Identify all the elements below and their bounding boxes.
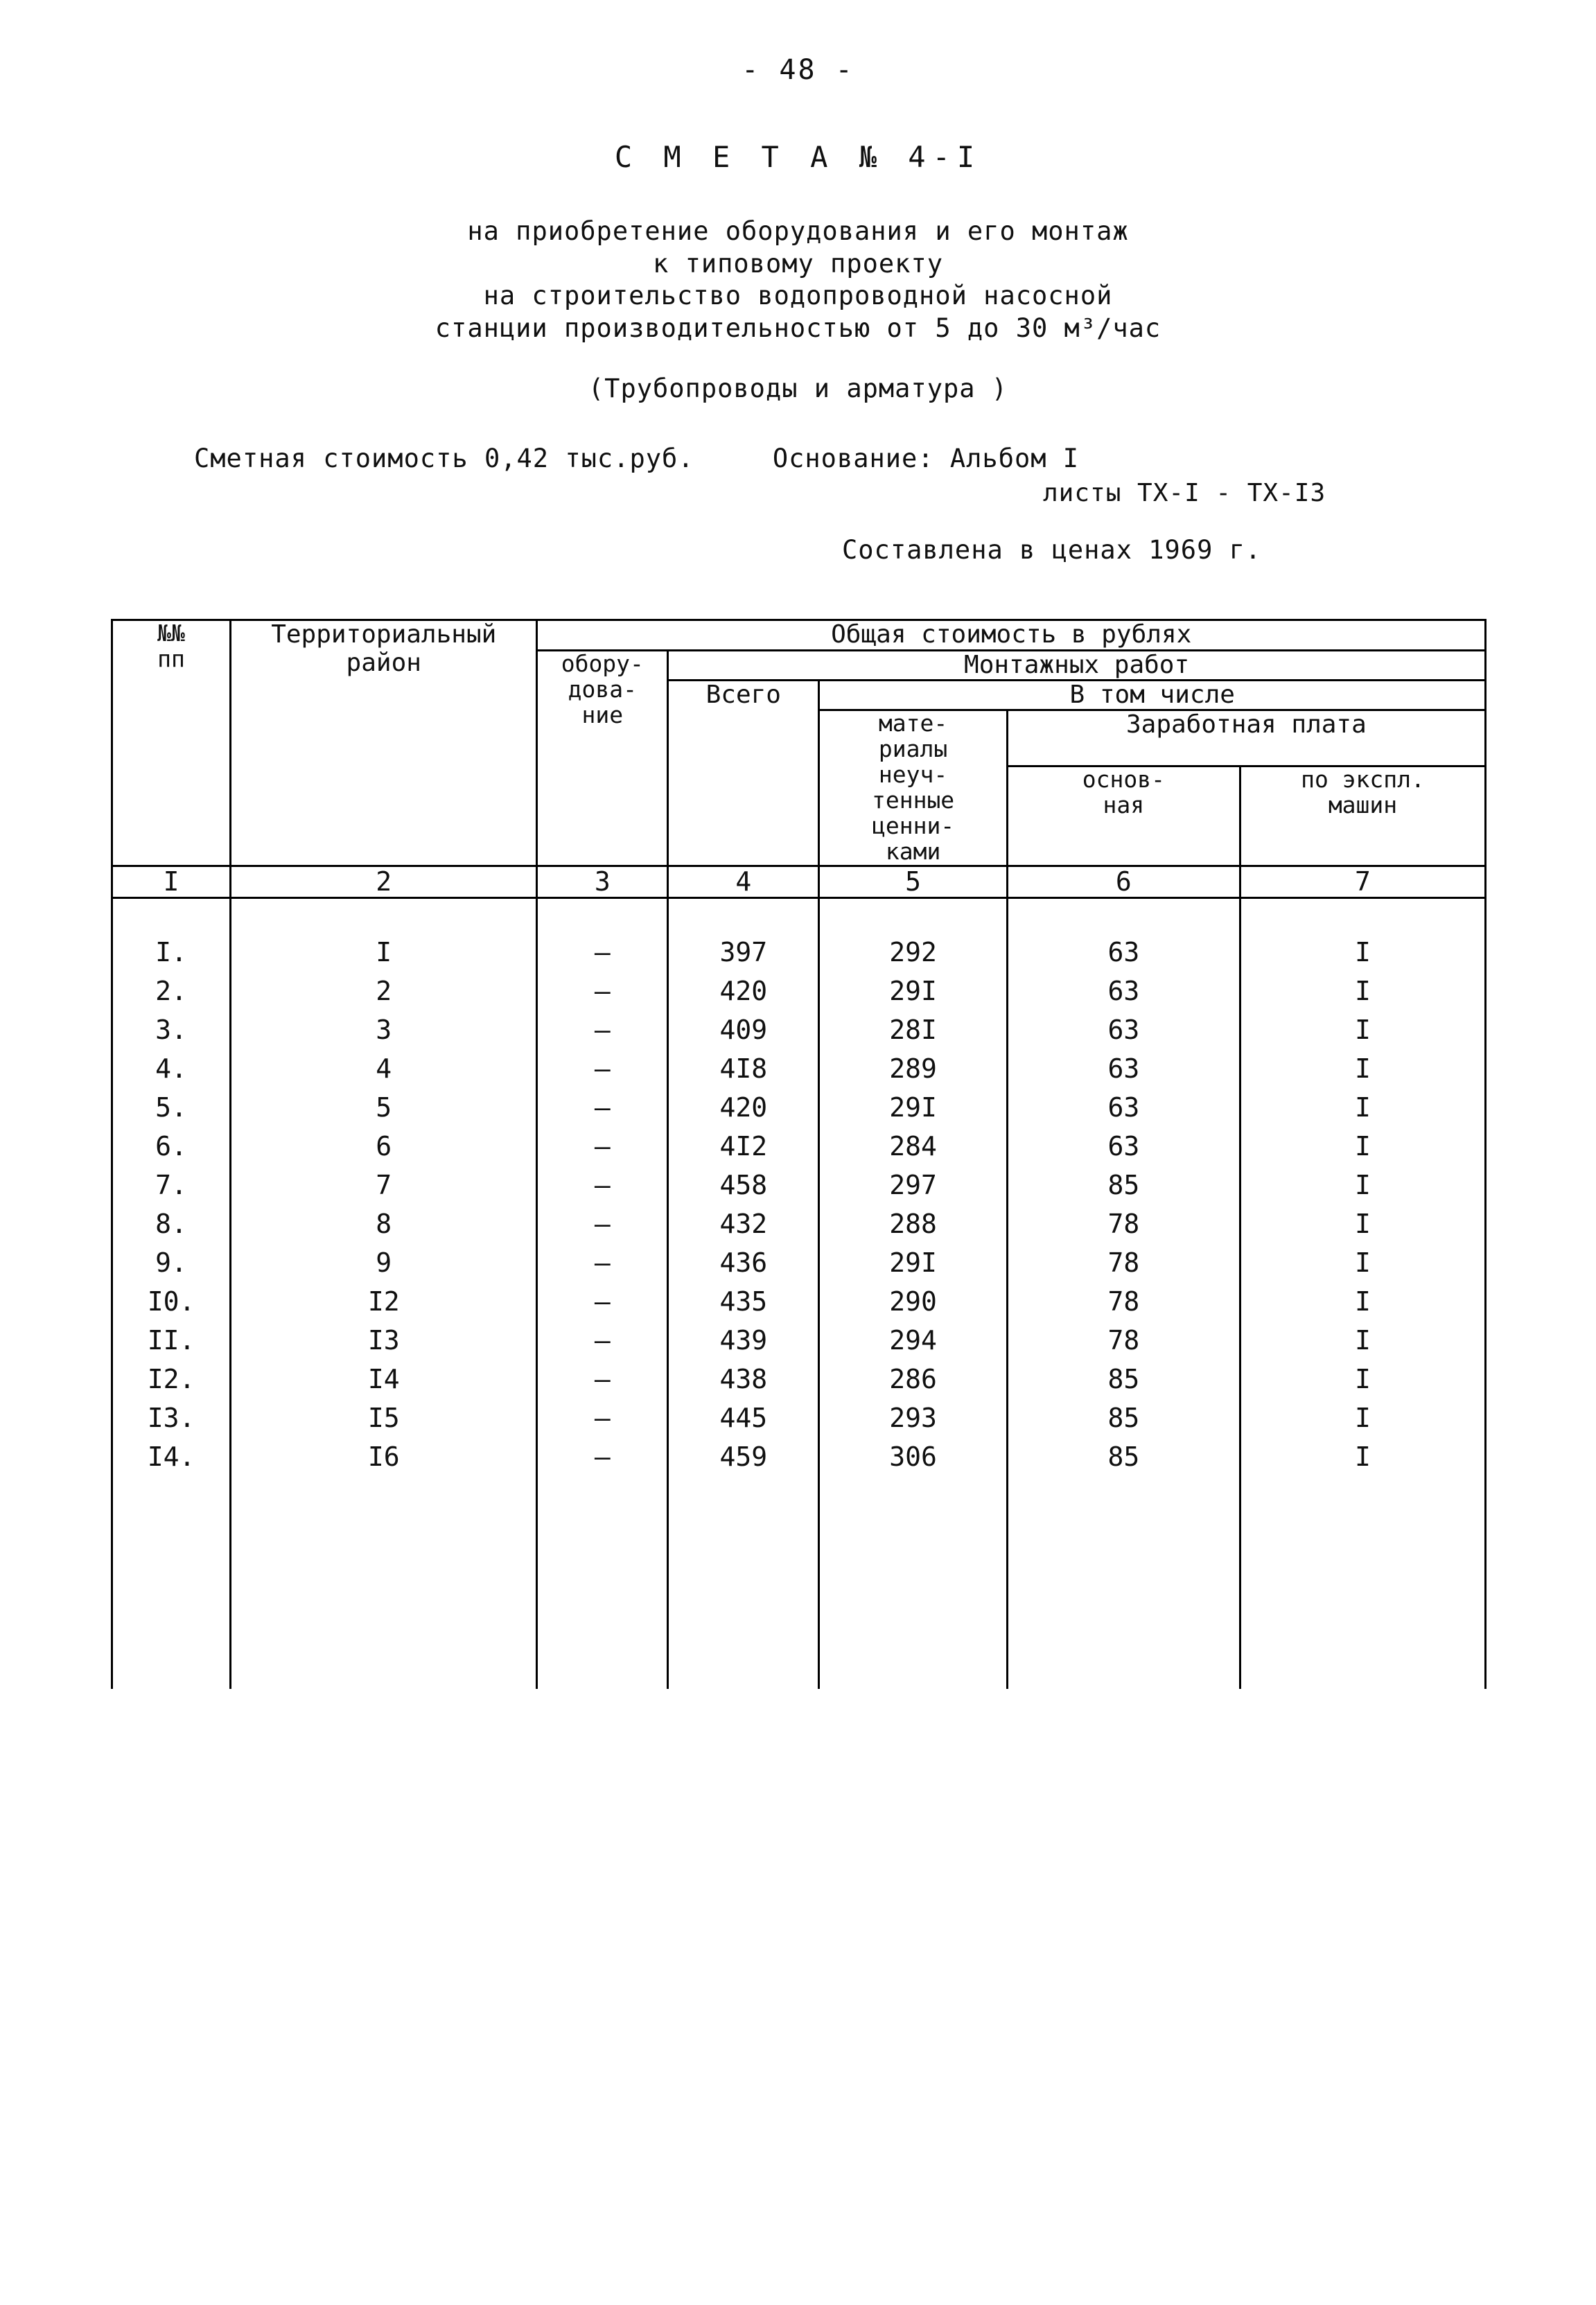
cell-materials: 293 [819,1403,1007,1442]
cell-materials: 286 [819,1365,1007,1403]
cell-equipment: – [537,1403,668,1442]
empty-cell [819,1585,1007,1689]
cell-vsego: 438 [668,1365,819,1403]
cell-np: I2. [112,1365,231,1403]
cell-equipment: – [537,1015,668,1054]
cell-equipment: – [537,976,668,1015]
table-row [112,1365,1486,1403]
colnum-3: 3 [537,866,668,898]
cell-rayon: 5 [231,1093,537,1132]
cell-salary-main: 85 [1007,1403,1240,1442]
table-header-row-1 [112,620,1486,650]
cell-np: 4. [112,1054,231,1093]
colnum-2: 2 [231,866,537,898]
cell-rayon: I2 [231,1287,537,1326]
cell-vsego: 435 [668,1287,819,1326]
header-equipment-line3: ние [581,701,624,728]
cell-salary-main: 78 [1007,1209,1240,1248]
cell-salary-main: 85 [1007,1442,1240,1481]
cell-materials: 29I [819,976,1007,1015]
table-row [112,1054,1486,1093]
empty-cell [668,1481,819,1585]
cell-equipment: – [537,1209,668,1248]
cell-equipment: – [537,1054,668,1093]
cell-materials: 28I [819,1015,1007,1054]
cell-rayon: 4 [231,1054,537,1093]
table-row [112,1442,1486,1481]
cell-np: 7. [112,1171,231,1209]
table-empty-row [112,1481,1486,1585]
price-year-note: Составлена в ценах 1969 г. [842,535,1262,566]
cell-materials: 290 [819,1287,1007,1326]
table-row [112,1403,1486,1442]
cell-vsego: 409 [668,1015,819,1054]
spacer-cell [1240,897,1485,938]
cell-np: I3. [112,1403,231,1442]
table-row [112,1287,1486,1326]
subtitle-line-2: к типовому проекту [653,248,943,279]
spacer-cell [537,897,668,938]
colnum-7: 7 [1240,866,1485,898]
spacer-cell [231,897,537,938]
table-row [112,1209,1486,1248]
header-np-line1: №№ [157,620,185,647]
header-materials-line1: мате- [878,710,948,737]
cost-basis-line [0,444,1596,473]
empty-cell [537,1481,668,1585]
table-empty-row [112,1585,1486,1689]
cell-rayon: 6 [231,1132,537,1171]
cell-equipment: – [537,1365,668,1403]
table-column-numbers-row [112,866,1486,898]
cell-rayon: 9 [231,1248,537,1287]
cell-np: 6. [112,1132,231,1171]
cell-salary-main: 78 [1007,1248,1240,1287]
empty-cell [231,1481,537,1585]
cell-equipment: – [537,938,668,976]
header-salary-main [1007,766,1240,866]
colnum-4: 4 [668,866,819,898]
header-np-line2: пп [157,645,185,673]
cell-equipment: – [537,1093,668,1132]
cell-equipment: – [537,1132,668,1171]
header-materials-line5: ценни- [871,812,955,840]
header-equipment [537,650,668,866]
subtitle-line-1: на приобретение оборудования и его монтаж [467,216,1129,246]
header-materials-line4: тенные [871,787,955,814]
empty-cell [1240,1585,1485,1689]
empty-cell [668,1585,819,1689]
cell-equipment: – [537,1326,668,1365]
cell-materials: 284 [819,1132,1007,1171]
cell-materials: 297 [819,1171,1007,1209]
cell-salary-machines: I [1240,1442,1485,1481]
header-rayon [231,620,537,866]
cell-np: 3. [112,1015,231,1054]
cell-rayon: I5 [231,1403,537,1442]
cell-salary-main: 63 [1007,1093,1240,1132]
cell-salary-machines: I [1240,1132,1485,1171]
cell-materials: 29I [819,1248,1007,1287]
header-salary: Заработная плата [1007,710,1485,766]
cell-salary-machines: I [1240,1248,1485,1287]
document-page [0,54,1596,2305]
empty-cell [819,1481,1007,1585]
header-salary-main-line2: ная [1103,791,1145,819]
cell-salary-machines: I [1240,976,1485,1015]
cell-equipment: – [537,1442,668,1481]
header-equipment-line2: дова- [568,675,637,703]
header-materials-line6: ками [885,838,941,866]
cell-rayon: I3 [231,1326,537,1365]
cell-materials: 306 [819,1442,1007,1481]
empty-cell [1007,1585,1240,1689]
header-montage-works: Монтажных работ [668,650,1486,680]
cell-salary-machines: I [1240,1171,1485,1209]
header-salary-machines-line2: машин [1328,791,1398,819]
cell-rayon: 8 [231,1209,537,1248]
cell-salary-machines: I [1240,1054,1485,1093]
cell-vsego: 420 [668,1093,819,1132]
table-row [112,1093,1486,1132]
cell-np: I0. [112,1287,231,1326]
empty-cell [1240,1481,1485,1585]
cell-salary-machines: I [1240,1209,1485,1248]
spacer-cell [668,897,819,938]
table-row [112,1132,1486,1171]
table-row [112,938,1486,976]
cell-vsego: 397 [668,938,819,976]
header-rayon-line1: Территориальный [271,620,497,649]
table-row [112,1015,1486,1054]
cell-np: II. [112,1326,231,1365]
cell-salary-main: 63 [1007,1054,1240,1093]
cell-salary-main: 85 [1007,1171,1240,1209]
cell-equipment: – [537,1171,668,1209]
cell-salary-machines: I [1240,1403,1485,1442]
cell-salary-machines: I [1240,1326,1485,1365]
cell-materials: 288 [819,1209,1007,1248]
colnum-1: I [112,866,231,898]
empty-cell [537,1585,668,1689]
cell-salary-machines: I [1240,1287,1485,1326]
cell-np: 5. [112,1093,231,1132]
header-materials [819,710,1007,866]
cell-vsego: 4I2 [668,1132,819,1171]
spacer-cell [112,897,231,938]
header-equipment-line1: обору- [561,649,644,677]
empty-cell [112,1585,231,1689]
header-materials-line2: риалы [878,735,948,763]
cell-np: 2. [112,976,231,1015]
header-including: В том числе [819,681,1486,710]
cell-rayon: 2 [231,976,537,1015]
cell-salary-main: 78 [1007,1326,1240,1365]
cell-vsego: 458 [668,1171,819,1209]
cell-np: I4. [112,1442,231,1481]
spacer-cell [819,897,1007,938]
cell-vsego: 436 [668,1248,819,1287]
cell-materials: 29I [819,1093,1007,1132]
cell-vsego: 4I8 [668,1054,819,1093]
document-subtitle [0,216,1596,344]
document-title: С М Е Т А № 4-I [614,140,982,174]
cell-np: 9. [112,1248,231,1287]
colnum-5: 5 [819,866,1007,898]
empty-cell [112,1481,231,1585]
cell-salary-machines: I [1240,1015,1485,1054]
table-row [112,1326,1486,1365]
cell-salary-main: 85 [1007,1365,1240,1403]
cell-materials: 289 [819,1054,1007,1093]
cell-salary-main: 78 [1007,1287,1240,1326]
subtitle-line-4: станции производительностью от 5 до 30 м³/час [435,313,1161,343]
cell-rayon: I6 [231,1442,537,1481]
estimate-cost: Сметная стоимость 0,42 тыс.руб. [194,444,694,474]
header-materials-line3: неуч- [878,761,948,789]
table-spacer-row-top [112,897,1486,938]
cell-salary-machines: I [1240,1365,1485,1403]
cell-rayon: I [231,938,537,976]
cell-rayon: 7 [231,1171,537,1209]
empty-cell [1007,1481,1240,1585]
cell-materials: 292 [819,938,1007,976]
header-rayon-line2: район [346,648,421,677]
cell-np: 8. [112,1209,231,1248]
table-row [112,1248,1486,1287]
subtitle-parenthetical: (Трубопроводы и арматура ) [588,374,1008,404]
cell-salary-main: 63 [1007,1132,1240,1171]
cell-equipment: – [537,1287,668,1326]
table-row [112,1171,1486,1209]
empty-cell [231,1585,537,1689]
cell-rayon: 3 [231,1015,537,1054]
header-salary-main-line1: основ- [1082,766,1165,794]
estimate-table-wrapper [0,619,1596,1688]
header-salary-machines [1240,766,1485,866]
estimate-table [111,619,1487,1688]
cell-vsego: 459 [668,1442,819,1481]
cell-vsego: 432 [668,1209,819,1248]
cell-np: I. [112,938,231,976]
cell-salary-main: 63 [1007,1015,1240,1054]
page-number: - 48 - [742,54,854,86]
cell-salary-main: 63 [1007,938,1240,976]
cell-rayon: I4 [231,1365,537,1403]
header-salary-machines-line1: по экспл. [1301,766,1425,794]
header-vsego: Всего [668,681,819,866]
subtitle-line-3: на строительство водопроводной насосной [483,281,1113,311]
cell-salary-machines: I [1240,1093,1485,1132]
header-np [112,620,231,866]
cell-salary-machines: I [1240,938,1485,976]
table-row [112,976,1486,1015]
colnum-6: 6 [1007,866,1240,898]
cell-vsego: 445 [668,1403,819,1442]
spacer-cell [1007,897,1240,938]
cell-vsego: 420 [668,976,819,1015]
basis-sheets: листы ТХ-I - ТХ-I3 [1043,479,1326,508]
header-total-cost: Общая стоимость в рублях [537,620,1486,650]
cell-materials: 294 [819,1326,1007,1365]
cell-equipment: – [537,1248,668,1287]
basis-label: Основание: Альбом I [772,444,1080,474]
cell-vsego: 439 [668,1326,819,1365]
cell-salary-main: 63 [1007,976,1240,1015]
